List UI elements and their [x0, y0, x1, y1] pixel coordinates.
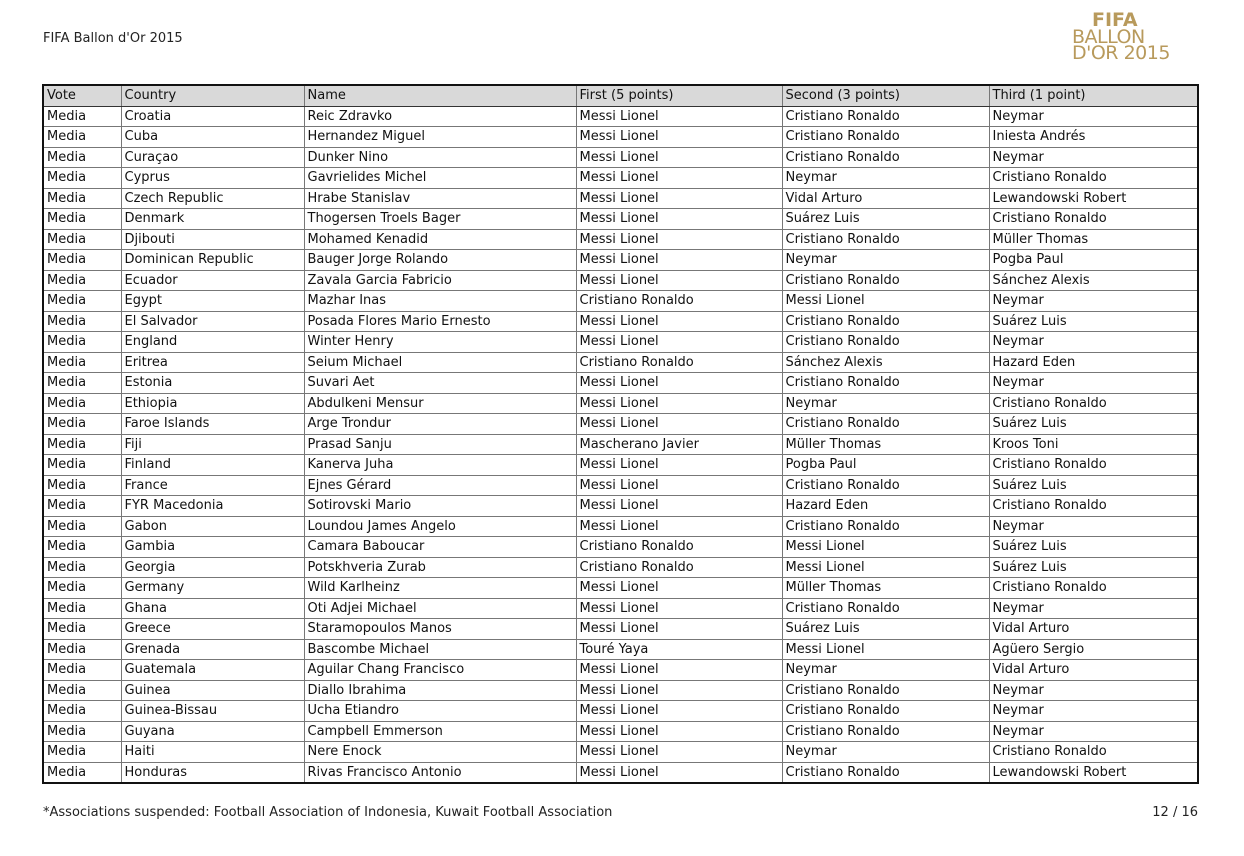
name-cell: Gavrielides Michel — [304, 168, 576, 189]
vote-cell: Media — [43, 721, 121, 742]
third-choice-cell: Müller Thomas — [989, 229, 1198, 250]
name-cell: Camara Baboucar — [304, 537, 576, 558]
vote-cell: Media — [43, 270, 121, 291]
table-row — [43, 496, 1198, 517]
name-cell: Winter Henry — [304, 332, 576, 353]
table-row — [43, 270, 1198, 291]
vote-cell: Media — [43, 414, 121, 435]
logo-ballon-text: BALLON — [1072, 26, 1145, 48]
third-choice-cell: Cristiano Ronaldo — [989, 455, 1198, 476]
name-cell: Staramopoulos Manos — [304, 619, 576, 640]
third-choice-cell: Neymar — [989, 147, 1198, 168]
second-choice-cell: Suárez Luis — [782, 619, 989, 640]
second-choice-cell: Cristiano Ronaldo — [782, 701, 989, 722]
country-cell: France — [121, 475, 304, 496]
table-row — [43, 332, 1198, 353]
vote-cell: Media — [43, 250, 121, 271]
name-cell: Ejnes Gérard — [304, 475, 576, 496]
logo-dor-text: D'OR — [1072, 42, 1119, 64]
first-choice-cell: Messi Lionel — [576, 598, 782, 619]
name-cell: Reic Zdravko — [304, 106, 576, 127]
second-choice-cell: Neymar — [782, 168, 989, 189]
name-cell: Campbell Emmerson — [304, 721, 576, 742]
logo-fifa-text: FIFA — [1092, 9, 1138, 31]
third-choice-cell: Hazard Eden — [989, 352, 1198, 373]
first-choice-cell: Messi Lionel — [576, 680, 782, 701]
name-cell: Mohamed Kenadid — [304, 229, 576, 250]
first-choice-cell: Messi Lionel — [576, 496, 782, 517]
first-choice-cell: Messi Lionel — [576, 475, 782, 496]
vote-cell: Media — [43, 557, 121, 578]
first-choice-cell: Touré Yaya — [576, 639, 782, 660]
table-row — [43, 250, 1198, 271]
vote-cell: Media — [43, 455, 121, 476]
second-choice-cell: Cristiano Ronaldo — [782, 598, 989, 619]
country-cell: Faroe Islands — [121, 414, 304, 435]
country-cell: Guinea-Bissau — [121, 701, 304, 722]
third-choice-cell: Neymar — [989, 332, 1198, 353]
third-choice-cell: Iniesta Andrés — [989, 127, 1198, 148]
second-choice-cell: Cristiano Ronaldo — [782, 414, 989, 435]
third-choice-cell: Cristiano Ronaldo — [989, 496, 1198, 517]
country-cell: Djibouti — [121, 229, 304, 250]
table-row — [43, 168, 1198, 189]
second-choice-cell: Neymar — [782, 393, 989, 414]
vote-cell: Media — [43, 332, 121, 353]
table-row — [43, 373, 1198, 394]
vote-cell: Media — [43, 762, 121, 783]
first-choice-cell: Messi Lionel — [576, 721, 782, 742]
country-cell: Denmark — [121, 209, 304, 230]
third-choice-cell: Vidal Arturo — [989, 660, 1198, 681]
second-choice-cell: Cristiano Ronaldo — [782, 680, 989, 701]
vote-cell: Media — [43, 619, 121, 640]
table-row — [43, 393, 1198, 414]
table-row — [43, 352, 1198, 373]
country-cell: Gambia — [121, 537, 304, 558]
third-choice-cell: Pogba Paul — [989, 250, 1198, 271]
fifa-ballon-dor-logo — [1066, 9, 1198, 65]
country-cell: Finland — [121, 455, 304, 476]
country-cell: Gabon — [121, 516, 304, 537]
first-choice-cell: Messi Lionel — [576, 414, 782, 435]
table-row — [43, 537, 1198, 558]
first-choice-cell: Messi Lionel — [576, 373, 782, 394]
table-row — [43, 742, 1198, 763]
votes-table — [42, 84, 1199, 784]
table-row — [43, 475, 1198, 496]
name-cell: Ucha Etiandro — [304, 701, 576, 722]
name-cell: Potskhveria Zurab — [304, 557, 576, 578]
third-choice-cell: Suárez Luis — [989, 475, 1198, 496]
country-cell: Ecuador — [121, 270, 304, 291]
second-choice-cell: Cristiano Ronaldo — [782, 516, 989, 537]
first-choice-cell: Messi Lionel — [576, 455, 782, 476]
first-choice-cell: Messi Lionel — [576, 742, 782, 763]
third-choice-cell: Cristiano Ronaldo — [989, 209, 1198, 230]
name-cell: Seium Michael — [304, 352, 576, 373]
table-row — [43, 147, 1198, 168]
country-cell: El Salvador — [121, 311, 304, 332]
vote-cell: Media — [43, 106, 121, 127]
name-cell: Zavala Garcia Fabricio — [304, 270, 576, 291]
name-cell: Hrabe Stanislav — [304, 188, 576, 209]
second-choice-cell: Neymar — [782, 660, 989, 681]
vote-cell: Media — [43, 578, 121, 599]
first-choice-cell: Messi Lionel — [576, 762, 782, 783]
second-choice-cell: Cristiano Ronaldo — [782, 332, 989, 353]
vote-cell: Media — [43, 168, 121, 189]
third-choice-cell: Neymar — [989, 291, 1198, 312]
table-row — [43, 721, 1198, 742]
country-cell: Guinea — [121, 680, 304, 701]
vote-cell: Media — [43, 639, 121, 660]
vote-cell: Media — [43, 373, 121, 394]
vote-cell: Media — [43, 229, 121, 250]
name-cell: Kanerva Juha — [304, 455, 576, 476]
table-row — [43, 311, 1198, 332]
suspended-associations-note: *Associations suspended: Football Association of Indonesia, Kuwait Football Association — [43, 805, 613, 820]
third-choice-cell: Cristiano Ronaldo — [989, 578, 1198, 599]
country-cell: Cuba — [121, 127, 304, 148]
name-cell: Wild Karlheinz — [304, 578, 576, 599]
third-choice-cell: Cristiano Ronaldo — [989, 742, 1198, 763]
table-row — [43, 557, 1198, 578]
third-choice-cell: Lewandowski Robert — [989, 188, 1198, 209]
name-cell: Abdulkeni Mensur — [304, 393, 576, 414]
vote-cell: Media — [43, 742, 121, 763]
second-choice-cell: Vidal Arturo — [782, 188, 989, 209]
table-row — [43, 762, 1198, 783]
name-cell: Rivas Francisco Antonio — [304, 762, 576, 783]
name-cell: Sotirovski Mario — [304, 496, 576, 517]
vote-cell: Media — [43, 291, 121, 312]
name-cell: Loundou James Angelo — [304, 516, 576, 537]
third-choice-cell: Lewandowski Robert — [989, 762, 1198, 783]
vote-cell: Media — [43, 660, 121, 681]
first-choice-cell: Messi Lionel — [576, 168, 782, 189]
country-cell: Fiji — [121, 434, 304, 455]
name-cell: Nere Enock — [304, 742, 576, 763]
name-cell: Posada Flores Mario Ernesto — [304, 311, 576, 332]
vote-cell: Media — [43, 311, 121, 332]
first-choice-cell: Messi Lionel — [576, 332, 782, 353]
table-row — [43, 455, 1198, 476]
first-choice-cell: Cristiano Ronaldo — [576, 537, 782, 558]
first-choice-cell: Messi Lionel — [576, 209, 782, 230]
country-cell: Dominican Republic — [121, 250, 304, 271]
third-choice-cell: Vidal Arturo — [989, 619, 1198, 640]
votes-table-header — [43, 85, 1198, 106]
column-header: First (5 points) — [576, 85, 782, 106]
first-choice-cell: Messi Lionel — [576, 393, 782, 414]
vote-cell: Media — [43, 680, 121, 701]
table-row — [43, 639, 1198, 660]
table-row — [43, 516, 1198, 537]
vote-cell: Media — [43, 188, 121, 209]
second-choice-cell: Neymar — [782, 742, 989, 763]
name-cell: Bauger Jorge Rolando — [304, 250, 576, 271]
third-choice-cell: Neymar — [989, 680, 1198, 701]
table-row — [43, 680, 1198, 701]
table-row — [43, 701, 1198, 722]
third-choice-cell: Suárez Luis — [989, 557, 1198, 578]
vote-cell: Media — [43, 147, 121, 168]
column-header: Country — [121, 85, 304, 106]
first-choice-cell: Messi Lionel — [576, 127, 782, 148]
second-choice-cell: Messi Lionel — [782, 557, 989, 578]
country-cell: Czech Republic — [121, 188, 304, 209]
country-cell: Greece — [121, 619, 304, 640]
second-choice-cell: Cristiano Ronaldo — [782, 270, 989, 291]
country-cell: Cyprus — [121, 168, 304, 189]
third-choice-cell: Neymar — [989, 373, 1198, 394]
country-cell: Germany — [121, 578, 304, 599]
third-choice-cell: Suárez Luis — [989, 414, 1198, 435]
first-choice-cell: Cristiano Ronaldo — [576, 352, 782, 373]
vote-cell: Media — [43, 127, 121, 148]
name-cell: Hernandez Miguel — [304, 127, 576, 148]
column-header: Vote — [43, 85, 121, 106]
second-choice-cell: Cristiano Ronaldo — [782, 229, 989, 250]
country-cell: Haiti — [121, 742, 304, 763]
name-cell: Diallo Ibrahima — [304, 680, 576, 701]
vote-cell: Media — [43, 598, 121, 619]
table-row — [43, 414, 1198, 435]
third-choice-cell: Neymar — [989, 598, 1198, 619]
third-choice-cell: Sánchez Alexis — [989, 270, 1198, 291]
vote-cell: Media — [43, 516, 121, 537]
first-choice-cell: Messi Lionel — [576, 311, 782, 332]
third-choice-cell: Suárez Luis — [989, 537, 1198, 558]
first-choice-cell: Messi Lionel — [576, 701, 782, 722]
name-cell: Oti Adjei Michael — [304, 598, 576, 619]
table-row — [43, 434, 1198, 455]
country-cell: England — [121, 332, 304, 353]
table-row — [43, 660, 1198, 681]
vote-cell: Media — [43, 496, 121, 517]
second-choice-cell: Cristiano Ronaldo — [782, 762, 989, 783]
logo-year-text: 2015 — [1123, 42, 1170, 64]
second-choice-cell: Cristiano Ronaldo — [782, 373, 989, 394]
name-cell: Aguilar Chang Francisco — [304, 660, 576, 681]
third-choice-cell: Neymar — [989, 516, 1198, 537]
country-cell: FYR Macedonia — [121, 496, 304, 517]
third-choice-cell: Neymar — [989, 721, 1198, 742]
first-choice-cell: Cristiano Ronaldo — [576, 291, 782, 312]
vote-cell: Media — [43, 537, 121, 558]
header-row — [43, 85, 1198, 106]
second-choice-cell: Messi Lionel — [782, 291, 989, 312]
second-choice-cell: Müller Thomas — [782, 434, 989, 455]
vote-cell: Media — [43, 434, 121, 455]
column-header: Second (3 points) — [782, 85, 989, 106]
second-choice-cell: Cristiano Ronaldo — [782, 311, 989, 332]
second-choice-cell: Cristiano Ronaldo — [782, 106, 989, 127]
table-row — [43, 229, 1198, 250]
column-header: Third (1 point) — [989, 85, 1198, 106]
vote-cell: Media — [43, 475, 121, 496]
second-choice-cell: Hazard Eden — [782, 496, 989, 517]
second-choice-cell: Messi Lionel — [782, 639, 989, 660]
country-cell: Ghana — [121, 598, 304, 619]
second-choice-cell: Pogba Paul — [782, 455, 989, 476]
second-choice-cell: Müller Thomas — [782, 578, 989, 599]
second-choice-cell: Suárez Luis — [782, 209, 989, 230]
third-choice-cell: Cristiano Ronaldo — [989, 168, 1198, 189]
country-cell: Georgia — [121, 557, 304, 578]
country-cell: Grenada — [121, 639, 304, 660]
first-choice-cell: Messi Lionel — [576, 578, 782, 599]
page-number: 12 / 16 — [1152, 805, 1198, 820]
country-cell: Guyana — [121, 721, 304, 742]
second-choice-cell: Cristiano Ronaldo — [782, 721, 989, 742]
table-row — [43, 578, 1198, 599]
name-cell: Dunker Nino — [304, 147, 576, 168]
third-choice-cell: Cristiano Ronaldo — [989, 393, 1198, 414]
document-title: FIFA Ballon d'Or 2015 — [43, 31, 183, 46]
name-cell: Bascombe Michael — [304, 639, 576, 660]
second-choice-cell: Sánchez Alexis — [782, 352, 989, 373]
first-choice-cell: Messi Lionel — [576, 516, 782, 537]
country-cell: Egypt — [121, 291, 304, 312]
country-cell: Estonia — [121, 373, 304, 394]
name-cell: Arge Trondur — [304, 414, 576, 435]
table-row — [43, 188, 1198, 209]
country-cell: Guatemala — [121, 660, 304, 681]
vote-cell: Media — [43, 209, 121, 230]
country-cell: Croatia — [121, 106, 304, 127]
first-choice-cell: Messi Lionel — [576, 619, 782, 640]
third-choice-cell: Suárez Luis — [989, 311, 1198, 332]
first-choice-cell: Messi Lionel — [576, 188, 782, 209]
table-row — [43, 106, 1198, 127]
first-choice-cell: Messi Lionel — [576, 660, 782, 681]
column-header: Name — [304, 85, 576, 106]
table-row — [43, 127, 1198, 148]
country-cell: Curaçao — [121, 147, 304, 168]
table-row — [43, 619, 1198, 640]
name-cell: Thogersen Troels Bager — [304, 209, 576, 230]
first-choice-cell: Mascherano Javier — [576, 434, 782, 455]
second-choice-cell: Cristiano Ronaldo — [782, 475, 989, 496]
third-choice-cell: Neymar — [989, 701, 1198, 722]
vote-cell: Media — [43, 701, 121, 722]
country-cell: Ethiopia — [121, 393, 304, 414]
first-choice-cell: Messi Lionel — [576, 147, 782, 168]
second-choice-cell: Messi Lionel — [782, 537, 989, 558]
third-choice-cell: Neymar — [989, 106, 1198, 127]
name-cell: Mazhar Inas — [304, 291, 576, 312]
votes-table-body — [43, 106, 1198, 783]
first-choice-cell: Messi Lionel — [576, 250, 782, 271]
table-row — [43, 209, 1198, 230]
first-choice-cell: Messi Lionel — [576, 270, 782, 291]
name-cell: Prasad Sanju — [304, 434, 576, 455]
vote-cell: Media — [43, 352, 121, 373]
first-choice-cell: Messi Lionel — [576, 229, 782, 250]
country-cell: Eritrea — [121, 352, 304, 373]
third-choice-cell: Kroos Toni — [989, 434, 1198, 455]
logo-dor-line — [1072, 42, 1170, 64]
table-row — [43, 598, 1198, 619]
vote-cell: Media — [43, 393, 121, 414]
second-choice-cell: Cristiano Ronaldo — [782, 127, 989, 148]
second-choice-cell: Cristiano Ronaldo — [782, 147, 989, 168]
table-row — [43, 291, 1198, 312]
third-choice-cell: Agüero Sergio — [989, 639, 1198, 660]
name-cell: Suvari Aet — [304, 373, 576, 394]
first-choice-cell: Messi Lionel — [576, 106, 782, 127]
country-cell: Honduras — [121, 762, 304, 783]
second-choice-cell: Neymar — [782, 250, 989, 271]
first-choice-cell: Cristiano Ronaldo — [576, 557, 782, 578]
